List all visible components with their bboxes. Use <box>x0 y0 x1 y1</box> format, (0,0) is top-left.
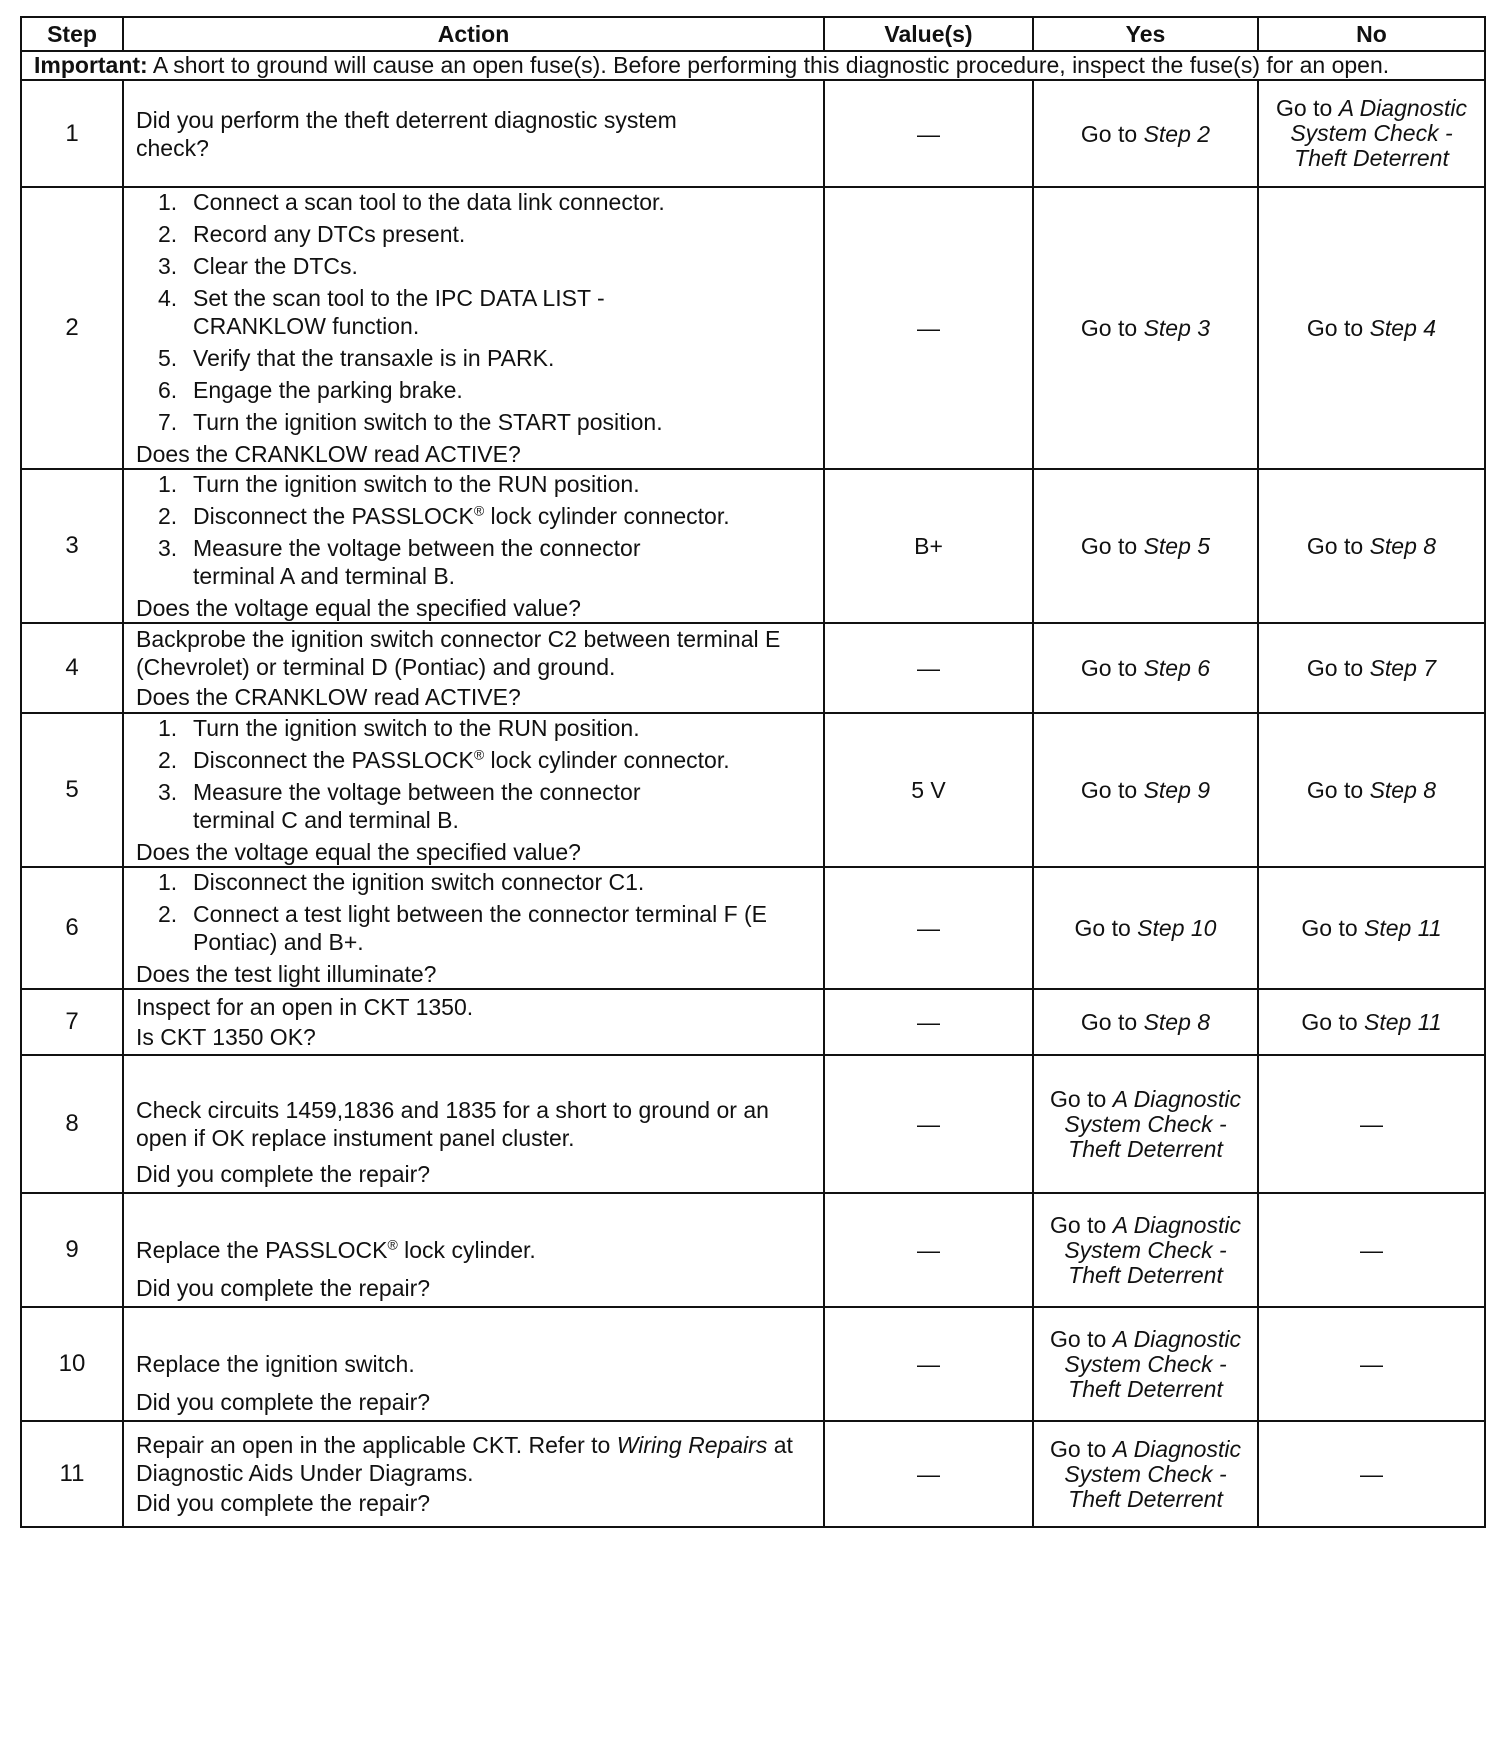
diagnostic-table <box>20 16 1486 1528</box>
action-question: Does the voltage equal the specified value? <box>136 839 581 865</box>
table-row <box>21 80 1485 187</box>
yes-cell: Go to A Diagnostic System Check - Theft Deterrent <box>1033 1421 1258 1527</box>
yes-cell: Go to A Diagnostic System Check - Theft Deterrent <box>1033 1307 1258 1421</box>
table-row <box>21 623 1485 713</box>
step-number: 3 <box>21 469 123 623</box>
list-item: 6. Engage the parking brake. <box>158 377 463 403</box>
action-text: Backprobe the ignition switch connector C2 between terminal E (Chevrolet) or terminal D (Pontiac) and ground. <box>136 626 781 680</box>
step-number: 7 <box>21 989 123 1055</box>
no-cell: — <box>1258 1055 1485 1193</box>
yes-ref: A Diagnostic System Check - Theft Deterrent <box>1064 1435 1241 1512</box>
action-cell <box>123 623 824 713</box>
no-prefix: Go to <box>1276 95 1339 121</box>
list-item: 5. Verify that the transaxle is in PARK. <box>158 345 555 371</box>
action-question: Did you complete the repair? <box>136 1490 431 1516</box>
important-label: Important: <box>34 52 148 78</box>
no-ref: Step 11 <box>1364 1009 1442 1035</box>
action-question: Did you complete the repair? <box>136 1389 431 1415</box>
table-row <box>21 469 1485 623</box>
no-cell: Go to Step 8 <box>1258 469 1485 623</box>
table-row <box>21 1193 1485 1307</box>
list-item: 3. Clear the DTCs. <box>158 253 358 279</box>
no-ref: Step 11 <box>1364 915 1442 941</box>
action-text: Replace the PASSLOCK® lock cylinder. <box>136 1236 536 1263</box>
step-number: 2 <box>21 187 123 469</box>
yes-ref: Step 8 <box>1143 1009 1211 1035</box>
action-cell <box>123 989 824 1055</box>
yes-ref: A Diagnostic System Check - Theft Deterrent <box>1064 1211 1241 1288</box>
action-question: Does the voltage equal the specified value? <box>136 595 581 621</box>
list-item: 4. Set the scan tool to the IPC DATA LIST - CRANKLOW function. <box>158 285 605 339</box>
action-cell <box>123 867 824 989</box>
header-values: Value(s) <box>824 17 1033 51</box>
yes-cell: Go to Step 6 <box>1033 623 1258 713</box>
header-action: Action <box>123 17 824 51</box>
list-item: 1. Turn the ignition switch to the RUN position. <box>158 471 640 497</box>
action-question: Did you complete the repair? <box>136 1161 431 1187</box>
yes-ref: Step 3 <box>1143 315 1211 341</box>
important-text: A short to ground will cause an open fuse(s). Before performing this diagnostic procedure, inspect the fuse(s) for an open. <box>152 52 1390 78</box>
no-cell: Go to Step 7 <box>1258 623 1485 713</box>
header-row <box>21 17 1485 51</box>
no-cell: — <box>1258 1193 1485 1307</box>
action-cell <box>123 1193 824 1307</box>
value-cell: — <box>824 623 1033 713</box>
yes-cell: Go to Step 3 <box>1033 187 1258 469</box>
important-row <box>21 51 1485 80</box>
no-ref: Step 8 <box>1369 533 1437 559</box>
yes-cell: Go to Step 5 <box>1033 469 1258 623</box>
table-row <box>21 1307 1485 1421</box>
action-text: Did you perform the theft deterrent diagnostic system check? <box>136 106 677 161</box>
list-item: 2. Record any DTCs present. <box>158 221 466 247</box>
yes-cell: Go to Step 8 <box>1033 989 1258 1055</box>
yes-cell <box>1033 80 1258 187</box>
no-ref: Step 4 <box>1369 315 1437 341</box>
step-number: 10 <box>21 1307 123 1421</box>
step-number: 9 <box>21 1193 123 1307</box>
value-cell: — <box>824 1193 1033 1307</box>
action-cell <box>123 713 824 867</box>
header-step: Step <box>21 17 123 51</box>
yes-prefix: Go to <box>1080 120 1144 147</box>
action-text: Inspect for an open in CKT 1350. <box>136 994 474 1020</box>
action-cell <box>123 80 824 187</box>
table-row <box>21 1421 1485 1527</box>
list-item: 1. Disconnect the ignition switch connector C1. <box>158 869 645 895</box>
step-number: 6 <box>21 867 123 989</box>
step-number: 8 <box>21 1055 123 1193</box>
action-question: Does the CRANKLOW read ACTIVE? <box>136 441 521 467</box>
value-cell: — <box>824 1055 1033 1193</box>
no-cell <box>1258 80 1485 187</box>
action-cell <box>123 1055 824 1193</box>
list-item: 2. Disconnect the PASSLOCK® lock cylinder connector. <box>158 746 730 773</box>
yes-ref: Step 5 <box>1143 533 1211 559</box>
list-item: 7. Turn the ignition switch to the START position. <box>158 409 663 435</box>
action-cell <box>123 1307 824 1421</box>
table-row <box>21 713 1485 867</box>
list-item: 1. Connect a scan tool to the data link connector. <box>158 189 665 215</box>
no-cell: — <box>1258 1421 1485 1527</box>
value-cell: — <box>824 1307 1033 1421</box>
list-item: 3. Measure the voltage between the connector terminal A and terminal B. <box>158 535 641 589</box>
yes-ref: A Diagnostic System Check - Theft Deterrent <box>1064 1085 1241 1162</box>
no-ref: Step 7 <box>1369 655 1437 681</box>
step-number: 1 <box>21 80 123 187</box>
value-cell: 5 V <box>824 713 1033 867</box>
action-question: Is CKT 1350 OK? <box>136 1024 316 1050</box>
value-cell: B+ <box>824 469 1033 623</box>
no-cell: — <box>1258 1307 1485 1421</box>
list-item: 3. Measure the voltage between the connector terminal C and terminal B. <box>158 779 641 833</box>
value-cell: — <box>824 1421 1033 1527</box>
no-cell: Go to Step 11 <box>1258 989 1485 1055</box>
step-number: 11 <box>21 1421 123 1527</box>
yes-ref: Step 6 <box>1143 655 1211 681</box>
yes-ref: A Diagnostic System Check - Theft Deterrent <box>1064 1325 1241 1402</box>
table-row <box>21 989 1485 1055</box>
value-cell: — <box>824 80 1033 187</box>
action-cell <box>123 469 824 623</box>
action-cell <box>123 187 824 469</box>
action-text: Repair an open in the applicable CKT. Refer to Wiring Repairs at Diagnostic Aids Under Diagrams. <box>136 1432 793 1486</box>
action-text: Check circuits 1459,1836 and 1835 for a short to ground or an open if OK replace instument panel cluster. <box>136 1097 769 1151</box>
list-item: 2. Disconnect the PASSLOCK® lock cylinder connector. <box>158 502 730 529</box>
no-ref: Step 8 <box>1369 777 1437 803</box>
yes-ref: Step 10 <box>1137 915 1217 941</box>
value-cell: — <box>824 187 1033 469</box>
header-no: No <box>1258 17 1485 51</box>
action-question: Does the test light illuminate? <box>136 961 437 987</box>
yes-cell: Go to A Diagnostic System Check - Theft Deterrent <box>1033 1055 1258 1193</box>
list-item: 2. Connect a test light between the connector terminal F (E Pontiac) and B+. <box>158 901 768 955</box>
no-cell: Go to Step 11 <box>1258 867 1485 989</box>
header-yes: Yes <box>1033 17 1258 51</box>
value-cell: — <box>824 867 1033 989</box>
no-cell: Go to Step 4 <box>1258 187 1485 469</box>
no-cell: Go to Step 8 <box>1258 713 1485 867</box>
yes-cell: Go to Step 9 <box>1033 713 1258 867</box>
table-row <box>21 867 1485 989</box>
action-cell <box>123 1421 824 1527</box>
action-question: Did you complete the repair? <box>136 1275 431 1301</box>
yes-ref: Step 9 <box>1143 777 1211 803</box>
yes-cell: Go to A Diagnostic System Check - Theft Deterrent <box>1033 1193 1258 1307</box>
table-row <box>21 187 1485 469</box>
action-question: Does the CRANKLOW read ACTIVE? <box>136 684 521 710</box>
list-item: 1. Turn the ignition switch to the RUN position. <box>158 715 640 741</box>
wiring-repairs-ref: Wiring Repairs <box>616 1432 768 1458</box>
important-note <box>21 51 1485 80</box>
yes-cell: Go to Step 10 <box>1033 867 1258 989</box>
yes-ref: Step 2 <box>1143 120 1211 147</box>
step-number: 4 <box>21 623 123 713</box>
value-cell: — <box>824 989 1033 1055</box>
table-row <box>21 1055 1485 1193</box>
no-ref: A Diagnostic System Check - Theft Deterrent <box>1290 95 1467 171</box>
action-text: Replace the ignition switch. <box>136 1351 415 1377</box>
step-number: 5 <box>21 713 123 867</box>
